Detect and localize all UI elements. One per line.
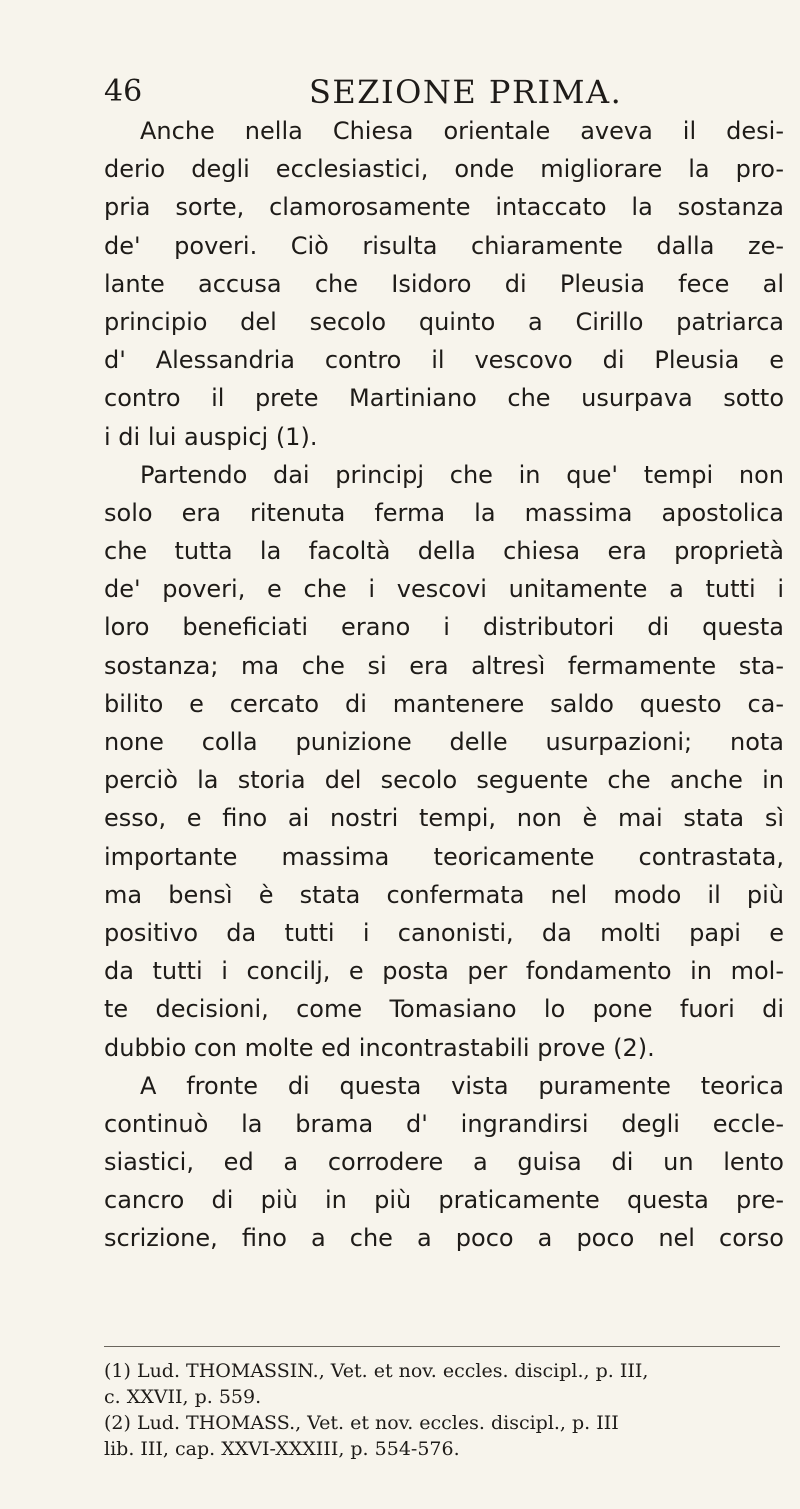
footnote-line: c. XXVII, p. 559.	[104, 1386, 262, 1408]
text-line: dubbio con molte ed incontrastabili prove (2).	[104, 1033, 655, 1062]
text-line: contro il prete Martiniano che usurpava sotto	[104, 384, 784, 413]
footnote-line: (1) Lud. THOMASSIN., Vet. et nov. eccles. discipl., p. III,	[104, 1360, 649, 1382]
text-line: positivo da tutti i canonisti, da molti papi e	[104, 918, 784, 947]
text-line: de' poveri, e che i vescovi unitamente a tutti i	[104, 575, 784, 604]
text-line: bilito e cercato di mantenere saldo questo ca-	[104, 689, 784, 718]
text-line: da tutti i concilj, e posta per fondamento in mol-	[104, 957, 784, 986]
footnote-line: lib. III, cap. XXVI-XXXIII, p. 554-576.	[104, 1438, 460, 1460]
running-head: SEZIONE PRIMA.	[309, 73, 623, 111]
text-line: principio del secolo quinto a Cirillo patriarca	[104, 307, 784, 336]
body-text	[104, 112, 784, 1258]
text-line: derio degli ecclesiastici, onde migliorare la pro-	[104, 155, 784, 184]
text-line: Partendo dai principj che in que' tempi non	[140, 460, 784, 489]
text-line: solo era ritenuta ferma la massima apostolica	[104, 498, 784, 527]
text-line: perciò la storia del secolo seguente che anche in	[104, 766, 784, 795]
text-line: de' poveri. Ciò risulta chiaramente dalla ze-	[104, 231, 784, 260]
text-line: scrizione, fino a che a poco a poco nel corso	[104, 1224, 784, 1253]
text-line: importante massima teoricamente contrastata,	[104, 842, 784, 871]
text-line: siastici, ed a corrodere a guisa di un lento	[104, 1148, 784, 1177]
text-line: esso, e fino ai nostri tempi, non è mai stata sì	[104, 804, 784, 833]
text-line: i di lui auspicj (1).	[104, 422, 318, 451]
text-line: che tutta la facoltà della chiesa era proprietà	[104, 537, 784, 566]
footnote-line: (2) Lud. THOMASS., Vet. et nov. eccles. discipl., p. III	[104, 1412, 619, 1434]
text-line: continuò la brama d' ingrandirsi degli eccle-	[104, 1109, 784, 1138]
text-line: ma bensì è stata confermata nel modo il più	[104, 880, 784, 909]
page-header	[104, 68, 784, 116]
page-number: 46	[104, 74, 143, 109]
text-line: none colla punizione delle usurpazioni; nota	[104, 728, 784, 756]
footnotes	[104, 1358, 780, 1462]
text-line: Anche nella Chiesa orientale aveva il desi-	[140, 117, 784, 145]
text-line: d' Alessandria contro il vescovo di Pleusia e	[104, 346, 784, 375]
text-line: loro beneficiati erano i distributori di questa	[104, 613, 784, 642]
text-line: te decisioni, come Tomasiano lo pone fuori di	[104, 995, 784, 1024]
footnote-divider	[104, 1346, 780, 1347]
text-line: lante accusa che Isidoro di Pleusia fece al	[104, 269, 784, 298]
text-line: pria sorte, clamorosamente intaccato la sostanza	[104, 193, 784, 222]
text-line: A fronte di questa vista puramente teorica	[140, 1071, 784, 1100]
text-line: sostanza; ma che si era altresì fermamente sta-	[104, 651, 784, 680]
text-line: cancro di più in più praticamente questa pre-	[104, 1186, 784, 1215]
